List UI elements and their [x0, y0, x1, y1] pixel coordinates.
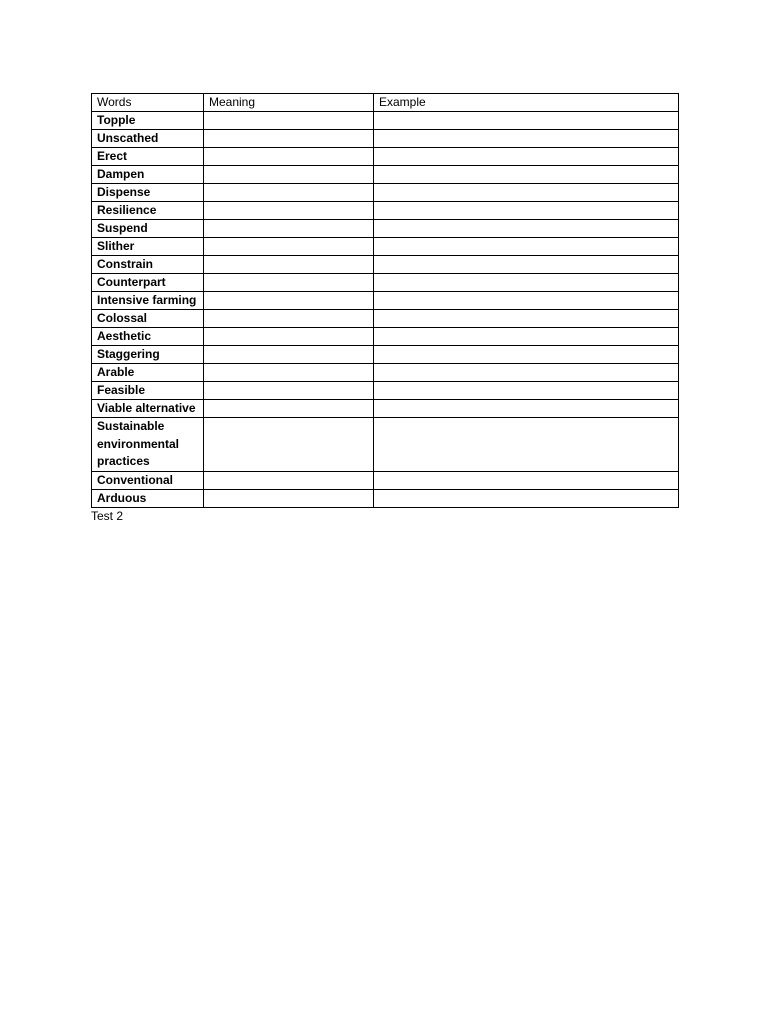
example-cell[interactable]: [374, 256, 679, 274]
meaning-cell[interactable]: [204, 184, 374, 202]
word-cell: Suspend: [92, 220, 204, 238]
word-cell: Unscathed: [92, 130, 204, 148]
example-cell[interactable]: [374, 148, 679, 166]
example-cell[interactable]: [374, 184, 679, 202]
meaning-cell[interactable]: [204, 310, 374, 328]
word-cell: Resilience: [92, 202, 204, 220]
word-cell: Staggering: [92, 346, 204, 364]
word-cell: Colossal: [92, 310, 204, 328]
example-cell[interactable]: [374, 238, 679, 256]
meaning-cell[interactable]: [204, 202, 374, 220]
header-example: Example: [374, 94, 679, 112]
meaning-cell[interactable]: [204, 292, 374, 310]
header-words: Words: [92, 94, 204, 112]
table-row: [92, 220, 679, 238]
table-row: [92, 148, 679, 166]
word-cell: Constrain: [92, 256, 204, 274]
example-cell[interactable]: [374, 346, 679, 364]
example-cell[interactable]: [374, 471, 679, 489]
example-cell[interactable]: [374, 310, 679, 328]
header-meaning: Meaning: [204, 94, 374, 112]
meaning-cell[interactable]: [204, 382, 374, 400]
example-cell[interactable]: [374, 328, 679, 346]
table-row: [92, 471, 679, 489]
word-cell: Aesthetic: [92, 328, 204, 346]
table-row: [92, 310, 679, 328]
meaning-cell[interactable]: [204, 148, 374, 166]
meaning-cell[interactable]: [204, 220, 374, 238]
table-row: [92, 184, 679, 202]
word-cell: Arduous: [92, 489, 204, 507]
word-cell: Intensive farming: [92, 292, 204, 310]
example-cell[interactable]: [374, 400, 679, 418]
table-row: [92, 166, 679, 184]
table-row: [92, 292, 679, 310]
word-cell: Sustainable environmental practices: [92, 418, 204, 472]
word-cell: Viable alternative: [92, 400, 204, 418]
table-row: [92, 130, 679, 148]
word-cell: Conventional: [92, 471, 204, 489]
word-cell: Topple: [92, 112, 204, 130]
example-cell[interactable]: [374, 292, 679, 310]
table-row: [92, 382, 679, 400]
example-cell[interactable]: [374, 364, 679, 382]
table-row: [92, 238, 679, 256]
word-cell: Slither: [92, 238, 204, 256]
table-row: [92, 328, 679, 346]
word-cell: Counterpart: [92, 274, 204, 292]
table-row: [92, 112, 679, 130]
example-cell[interactable]: [374, 382, 679, 400]
meaning-cell[interactable]: [204, 130, 374, 148]
word-cell: Dispense: [92, 184, 204, 202]
meaning-cell[interactable]: [204, 112, 374, 130]
meaning-cell[interactable]: [204, 418, 374, 472]
example-cell[interactable]: [374, 220, 679, 238]
example-cell[interactable]: [374, 274, 679, 292]
meaning-cell[interactable]: [204, 471, 374, 489]
meaning-cell[interactable]: [204, 489, 374, 507]
meaning-cell[interactable]: [204, 328, 374, 346]
word-cell: Dampen: [92, 166, 204, 184]
meaning-cell[interactable]: [204, 346, 374, 364]
example-cell[interactable]: [374, 418, 679, 472]
vocabulary-table: [91, 93, 679, 508]
example-cell[interactable]: [374, 202, 679, 220]
example-cell[interactable]: [374, 489, 679, 507]
example-cell[interactable]: [374, 112, 679, 130]
meaning-cell[interactable]: [204, 400, 374, 418]
table-row: [92, 274, 679, 292]
table-header-row: [92, 94, 679, 112]
table-row: [92, 489, 679, 507]
table-row: [92, 346, 679, 364]
meaning-cell[interactable]: [204, 256, 374, 274]
table-row: [92, 364, 679, 382]
meaning-cell[interactable]: [204, 238, 374, 256]
table-row: [92, 256, 679, 274]
table-row: [92, 202, 679, 220]
meaning-cell[interactable]: [204, 166, 374, 184]
word-cell: Feasible: [92, 382, 204, 400]
meaning-cell[interactable]: [204, 274, 374, 292]
table-row: [92, 418, 679, 472]
example-cell[interactable]: [374, 166, 679, 184]
word-cell: Erect: [92, 148, 204, 166]
example-cell[interactable]: [374, 130, 679, 148]
word-cell: Arable: [92, 364, 204, 382]
meaning-cell[interactable]: [204, 364, 374, 382]
table-row: [92, 400, 679, 418]
test-caption: Test 2: [91, 509, 124, 523]
